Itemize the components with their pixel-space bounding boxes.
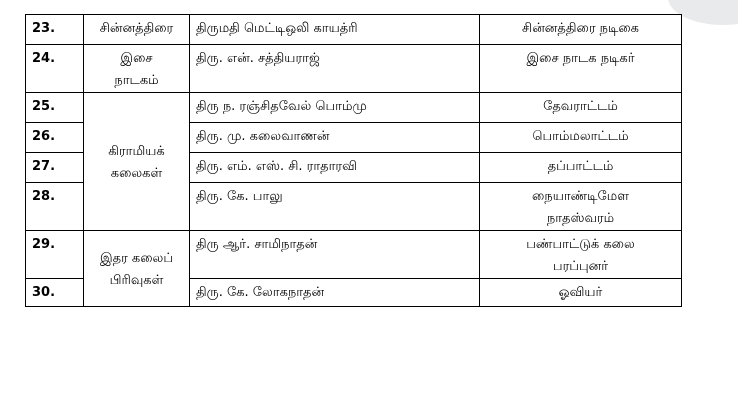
name-cell: திரு. கே. லோகநாதன் <box>190 279 480 307</box>
name-cell: திரு. மு. கலைவாணன் <box>190 123 480 153</box>
category-line: கிராமியக் <box>108 144 165 159</box>
role-line: நாதஸ்வரம் <box>546 211 615 226</box>
category-cell <box>84 45 190 93</box>
row-number: 23. <box>26 15 84 45</box>
category-line: இதர கலைப் <box>99 251 174 266</box>
name-cell: திரு ந. ரஞ்சிதவேல் பொம்மு <box>190 93 480 123</box>
name-cell: திரு. கே. பாலு <box>190 183 480 231</box>
role-cell: தேவராட்டம் <box>480 93 682 123</box>
table-row <box>26 231 682 279</box>
table-row <box>26 45 682 93</box>
table-row <box>26 15 682 45</box>
awards-table <box>25 14 682 307</box>
row-number: 25. <box>26 93 84 123</box>
name-cell: திரு ஆர். சாமிநாதன் <box>190 231 480 279</box>
row-number: 30. <box>26 279 84 307</box>
name-cell: திரு. எம். எஸ். சி. ராதாரவி <box>190 153 480 183</box>
role-cell: பொம்மலாட்டம் <box>480 123 682 153</box>
role-cell: தப்பாட்டம் <box>480 153 682 183</box>
role-cell: இசை நாடக நடிகர் <box>480 45 682 93</box>
table-row <box>26 93 682 123</box>
role-cell <box>480 183 682 231</box>
category-line: பிரிவுகள் <box>109 273 164 288</box>
role-line: பரப்புனர் <box>552 259 609 274</box>
category-line: கலைகள் <box>110 166 163 181</box>
name-cell: திருமதி மெட்டிஒலி காயத்ரி <box>190 15 480 45</box>
row-number: 28. <box>26 183 84 231</box>
row-number: 24. <box>26 45 84 93</box>
category-cell-folk-arts <box>84 93 190 231</box>
role-cell <box>480 231 682 279</box>
role-cell: சின்னத்திரை நடிகை <box>480 15 682 45</box>
row-number: 29. <box>26 231 84 279</box>
category-line: நாடகம் <box>114 73 159 88</box>
role-line: நையாண்டிமேள <box>532 189 629 204</box>
category-cell: சின்னத்திரை <box>84 15 190 45</box>
row-number: 27. <box>26 153 84 183</box>
role-line: பண்பாட்டுக் கலை <box>526 237 635 252</box>
row-number: 26. <box>26 123 84 153</box>
category-line: இசை <box>120 51 153 66</box>
category-cell-other-arts <box>84 231 190 307</box>
role-cell: ஓவியர் <box>480 279 682 307</box>
name-cell: திரு. என். சத்தியராஜ் <box>190 45 480 93</box>
